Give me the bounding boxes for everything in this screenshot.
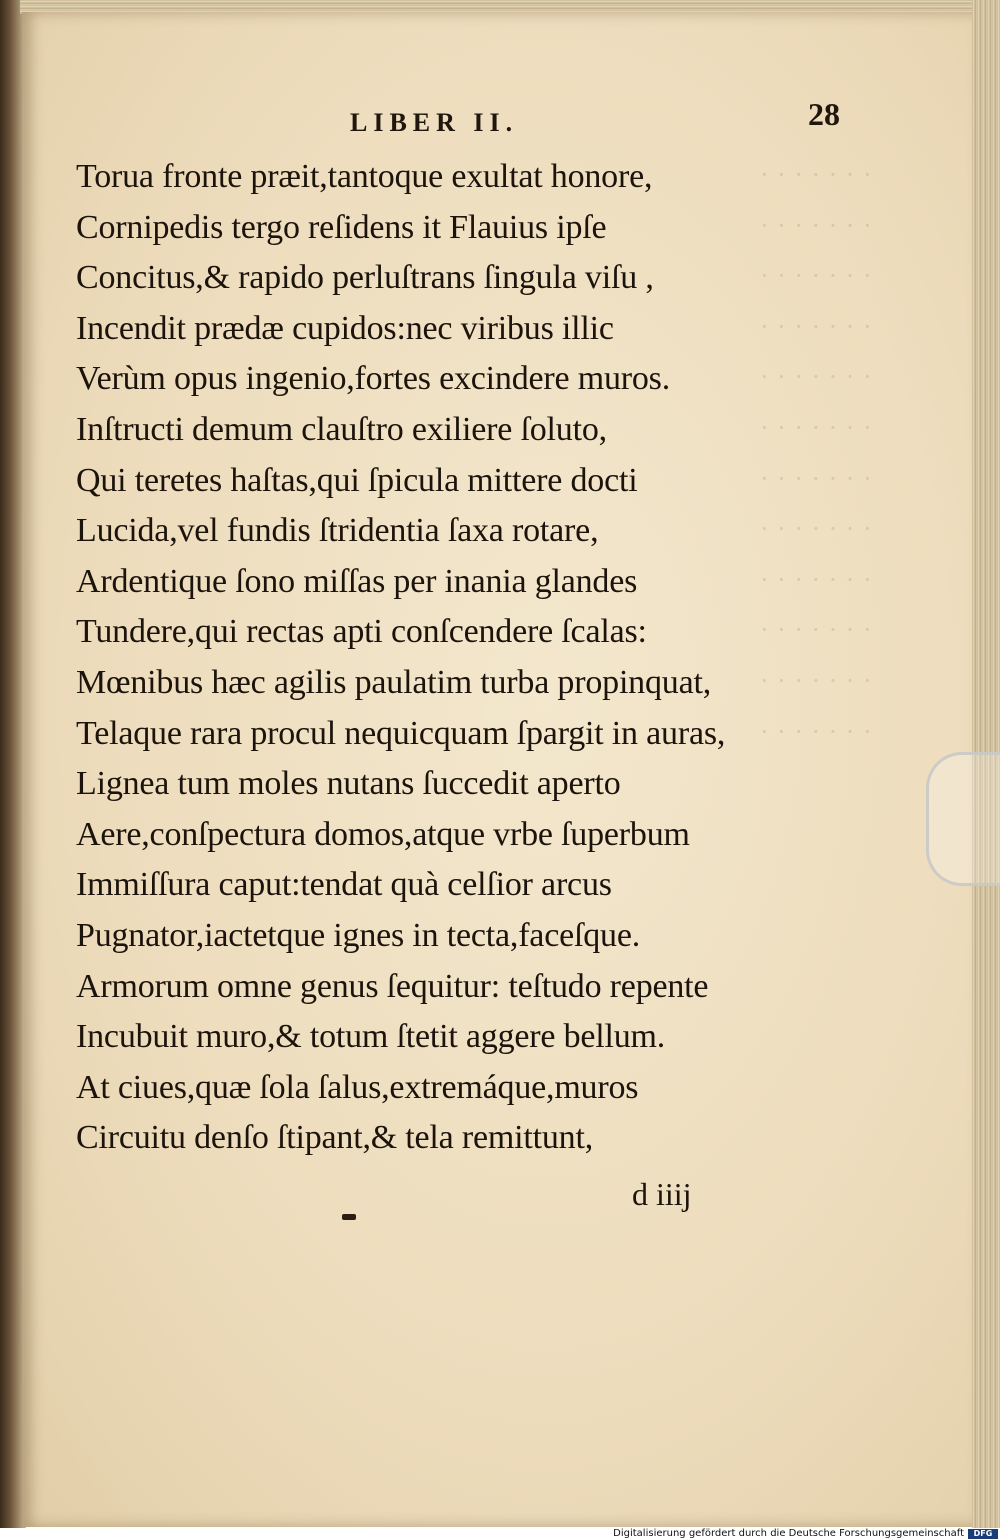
show-through-text: · · · · · · · · · · · · · · · · · · · · · · · · · · · · · · · · · · · · · · · · · · · · · · · · · · · · · · · · · · · · · · · · · · · · · · · · · · · · · · · · · · · · — [760, 160, 873, 746]
verse-line: Immiſſura caput:tendat quà celſior arcus — [76, 866, 612, 904]
verse-line: Concitus,& rapido perluſtrans ſingula viſu , — [76, 259, 654, 297]
signature-mark: d iiij — [632, 1176, 692, 1212]
verse-line: Verùm opus ingenio,fortes excindere muros. — [76, 360, 671, 398]
verse-line: Ardentique ſono miſſas per inania glandes — [76, 562, 638, 600]
verse-line: Armorum omne genus ſequitur: teſtudo repente — [76, 967, 709, 1005]
page-number: 28 — [808, 96, 840, 132]
verse-line: Pugnator,iactetque ignes in tecta,faceſque. — [76, 916, 641, 954]
verse-line: Circuitu denſo ſtipant,& tela remittunt, — [76, 1119, 594, 1157]
verse-line: Torua fronte præit,tantoque exultat honore, — [76, 158, 653, 195]
verse-line: At ciues,quæ ſola ſalus,extremáque,muros — [76, 1068, 639, 1106]
funding-credit: Digitalisierung gefördert durch die Deutsche Forschungsgemeinschaft — [613, 1528, 964, 1539]
verse-line: Tundere,qui rectas apti conſcendere ſcalas: — [76, 613, 647, 651]
verse-line: Incendit prædæ cupidos:nec viribus illic — [76, 309, 614, 347]
verse-line: Telaque rara procul nequicquam ſpargit in auras, — [76, 714, 726, 752]
ink-mark — [342, 1214, 356, 1220]
dfg-logo-icon: DFG — [968, 1529, 998, 1539]
verse-line: Qui teretes haſtas,qui ſpicula mittere docti — [76, 461, 638, 499]
verse-line: Cornipedis tergo reſidens it Flauius ipſe — [76, 208, 607, 246]
verse-line: Mœnibus hæc agilis paulatim turba propinquat, — [76, 663, 712, 701]
verse-line: Aere,conſpectura domos,atque vrbe ſuperbum — [76, 815, 690, 853]
page-clip — [926, 752, 1000, 886]
verse-line: Inſtructi demum clauſtro exiliere ſoluto, — [76, 410, 607, 448]
verse-line: Incubuit muro,& totum ſtetit aggere bellum. — [76, 1018, 666, 1056]
verse-line: Lucida,vel fundis ſtridentia ſaxa rotare, — [76, 512, 599, 550]
verse-text — [76, 152, 836, 1164]
running-head: LIBER II. — [350, 108, 519, 137]
verse-line: Lignea tum moles nutans ſuccedit aperto — [76, 765, 621, 803]
